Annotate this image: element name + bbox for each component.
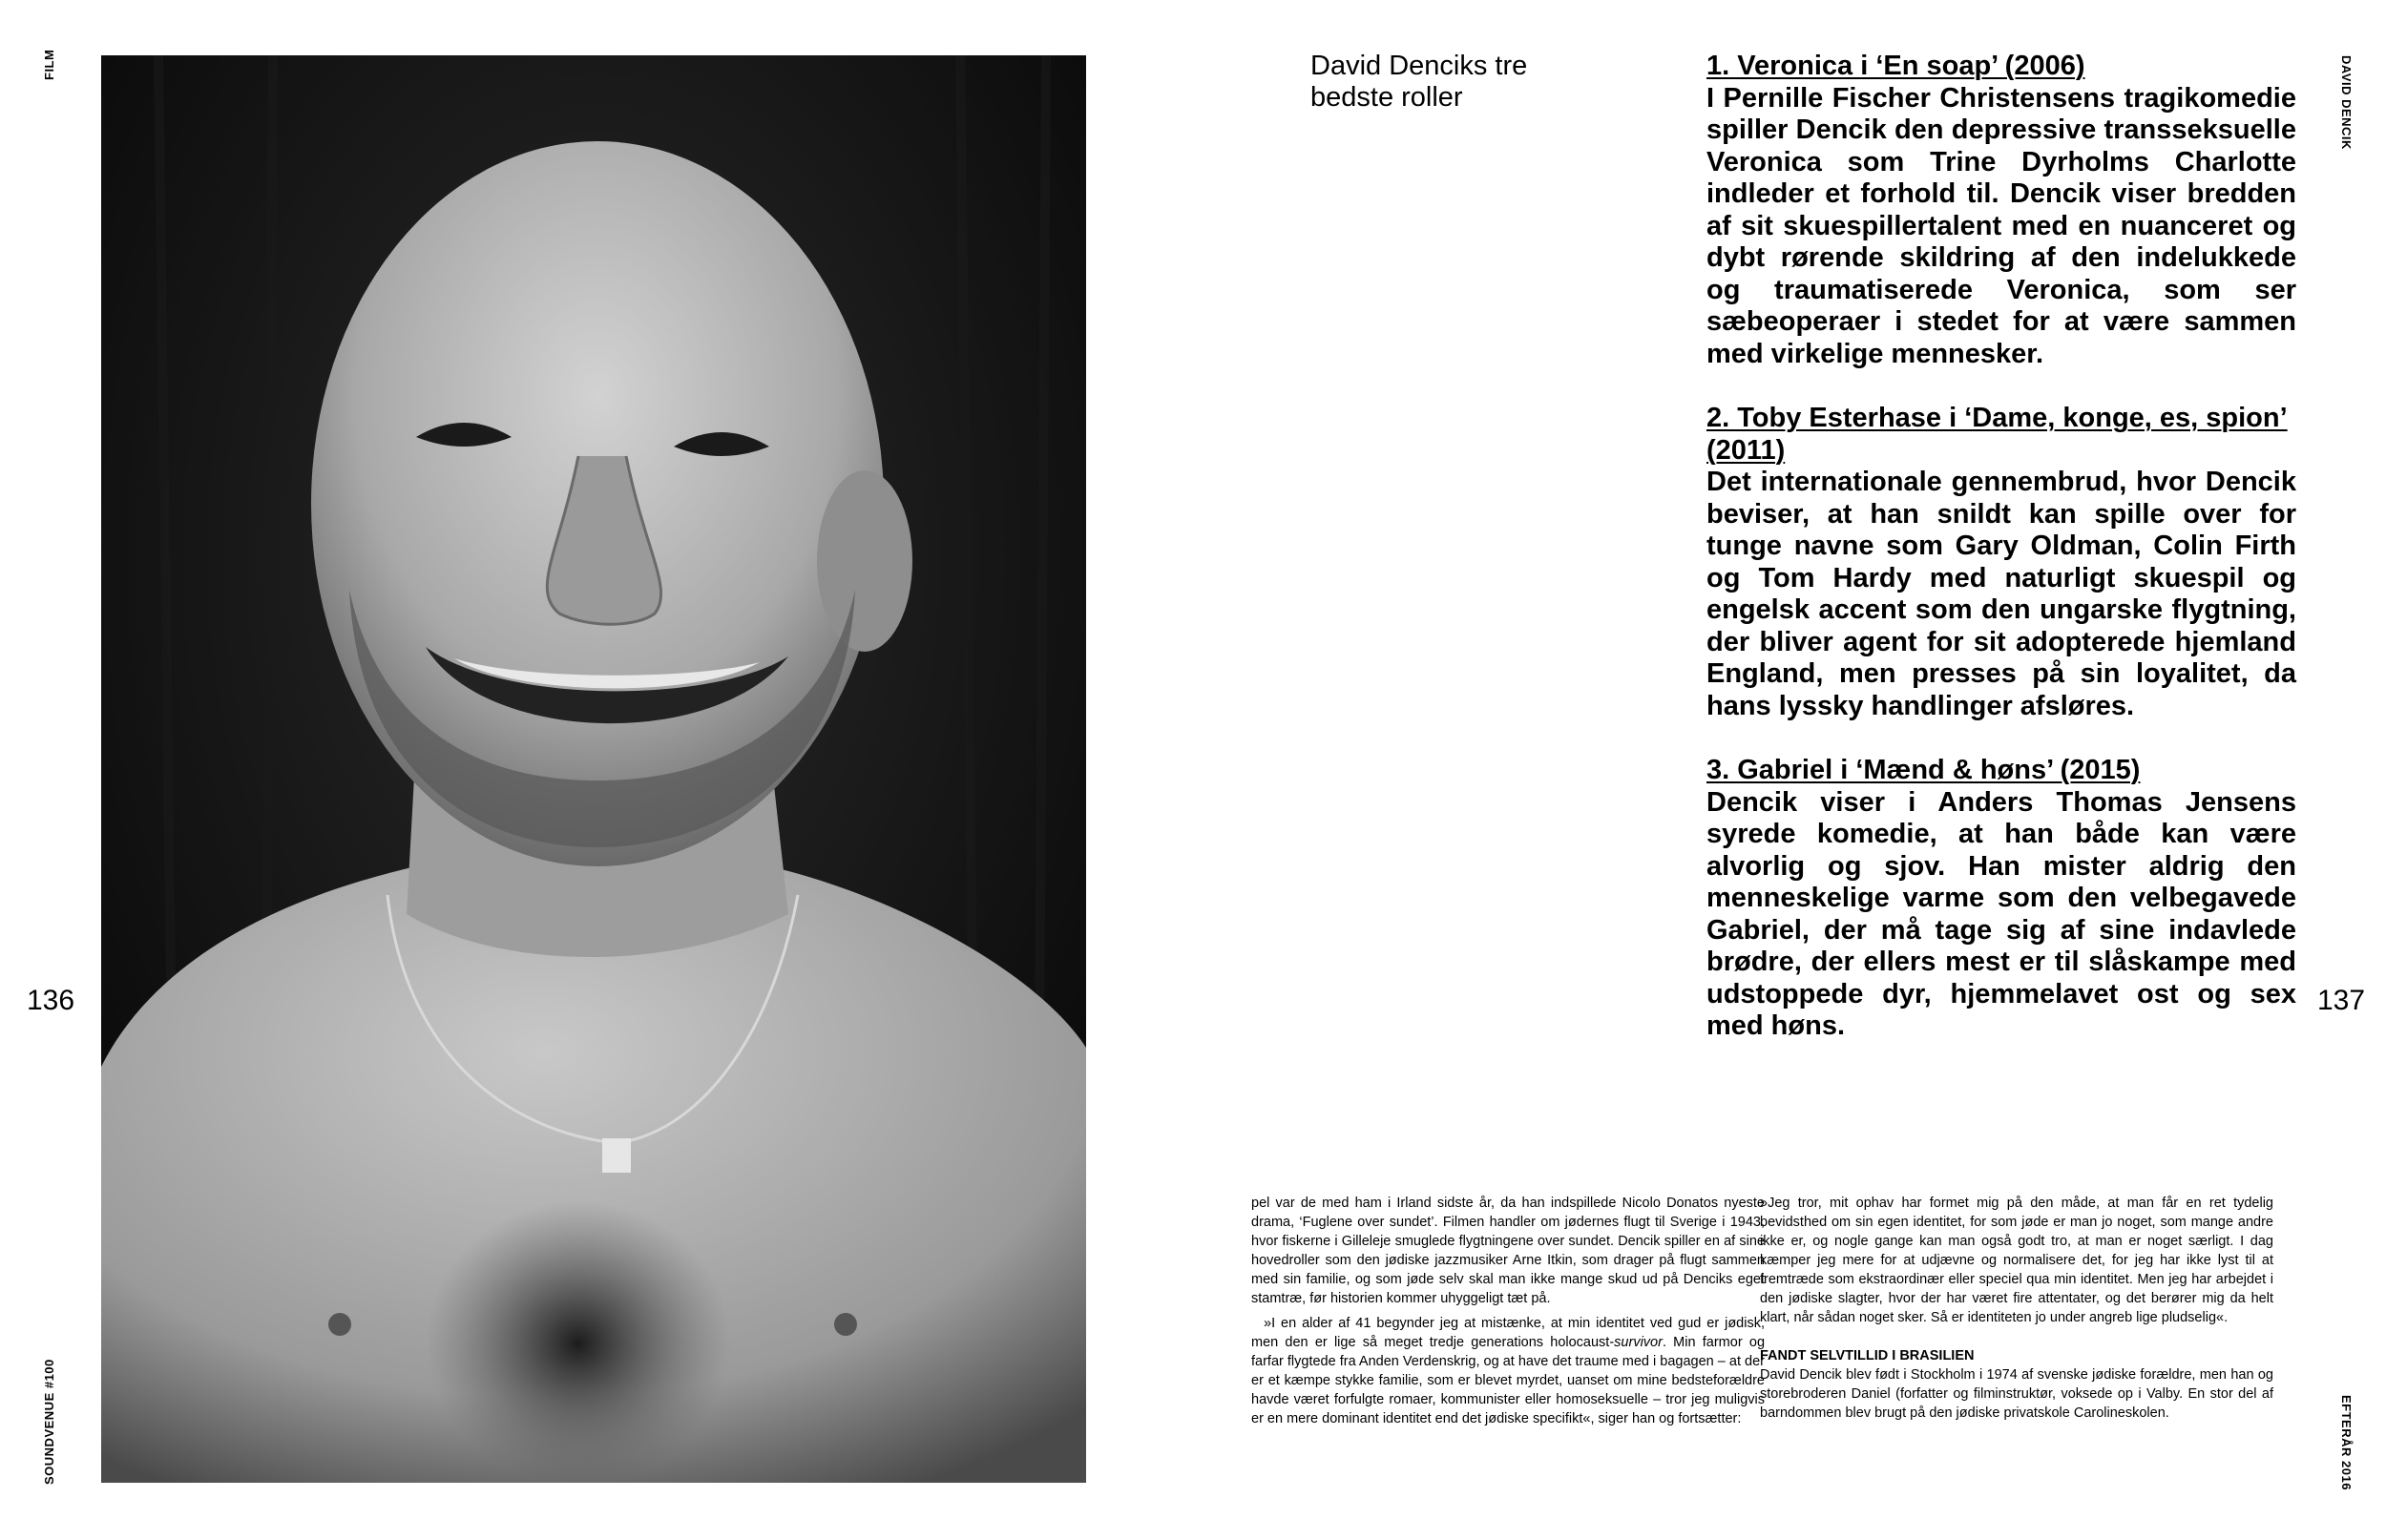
role-description: I Pernille Fischer Christensens tragikomedie spiller Dencik den depressive transseksuelle Veronica som Trine Dyrholms Charlotte indleder et forhold til. Dencik viser bredden af sit skuespillertalent med en nuanceret og dybt rørende skildring af den indelukkede og traumatiserede Veronica, som ser sæbeoperaer i stedet for at være sammen med virkelige mennesker. bbox=[1706, 82, 2296, 369]
body-paragraph: »Jeg tror, mit ophav har formet mig på den måde, at man får en ret tydelig bevidsthed om sin egen identitet, for som jøde er man jo noget, som mange andre ikke er, og nogle gange kan man også godt tro, at man er noget særligt. I dag kæmper jeg mere for at udjævne og normalisere det, for jeg har ikke lyst til at fremtræde som ekstraordinær eller speciel qua min identitet. Men jeg har arbejdet i den jødiske slagter, hvor der har været fire attentater, og det berører mig da helt klart, når sådan noget sker. Så er identiteten jo under angreb lige pludselig«. bbox=[1760, 1196, 2273, 1325]
role-title: 1. Veronica i ‘En soap’ (2006) bbox=[1706, 51, 2085, 81]
body-paragraph: pel var de med ham i Irland sidste år, da han indspillede Nicolo Donatos nyeste drama, ‘Fuglene over sundet’. Filmen handler om jødernes flugt til Sverige i 1943, hvor fiskerne i Gilleleje smuglede flygtningene over sundet. Dencik spiller en af sine hovedroller som den jødiske jazzmusiker Arne Itkin, som drager på flugt sammen med sin familie, og som jøde selv skal man ikke mange skud ud på Denciks eget stamtræ, før historien kommer uhyggeligt tæt på. bbox=[1251, 1196, 1765, 1306]
body-column-2 bbox=[1760, 1194, 2273, 1423]
body-paragraph: David Dencik blev født i Stockholm i 1974 af svenske jødiske forældre, men han og storebroderen Daniel (forfatter og filminstruktør, voksede op i Valby. En stor del af barndommen blev brugt på den jødiske privatskole Carolineskolen. bbox=[1760, 1367, 2273, 1421]
body-paragraph bbox=[1251, 1314, 1765, 1428]
page-number-right: 137 bbox=[2317, 985, 2366, 1016]
body-text-italic: survivor bbox=[1614, 1335, 1663, 1350]
magazine-issue-label: SOUNDVENUE #100 bbox=[42, 1359, 56, 1485]
role-title: 2. Toby Esterhase i ‘Dame, konge, es, spion’ (2011) bbox=[1706, 403, 2288, 466]
running-head-subject: DAVID DENCIK bbox=[2339, 55, 2354, 150]
section-label: FILM bbox=[42, 49, 56, 80]
portrait-illustration bbox=[101, 55, 1086, 1483]
body-text: »I en alder af 41 begynder jeg at mistænke, at min identitet ved gud er jødisk, men den er lige så meget tredje generations holocaust- bbox=[1251, 1316, 1765, 1350]
role-description: Dencik viser i Anders Thomas Jensens syrede komedie, at han både kan være alvorlig og sjov. Han mister aldrig den menneskelige varme som den velbegavede Gabriel, der må tage sig af sine indavlede brødre, der ellers mest er til slåskampe med udstoppede dyr, hjemmelavet ost og sex med høns. bbox=[1706, 786, 2296, 1041]
role-item bbox=[1706, 51, 2296, 370]
body-column-1 bbox=[1251, 1194, 1765, 1428]
role-item bbox=[1706, 403, 2296, 722]
role-item bbox=[1706, 755, 2296, 1043]
sidebar-title: David Denciks tre bedste roller bbox=[1310, 51, 1528, 113]
roles-list bbox=[1706, 51, 2296, 1075]
body-text: . Min farmor og farfar flygtede fra Anden Verdenskrig, og at have det traume med i bagagen – at der er et kæmpe stykke familie, som er blevet myrdet, uanset om mine bedsteforældre havde været forfulgte romaer, kommunister eller homoseksuelle – tror jeg muligvis er en mere dominant identitet end det jødiske specifikt«, siger han og fortsætter: bbox=[1251, 1335, 1766, 1426]
issue-season-label: EFTERÅR 2016 bbox=[2339, 1395, 2354, 1490]
portrait-photo bbox=[101, 55, 1086, 1483]
role-title: 3. Gabriel i ‘Mænd & høns’ (2015) bbox=[1706, 755, 2141, 785]
page-number-left: 136 bbox=[27, 985, 75, 1016]
role-description: Det internationale gennembrud, hvor Dencik beviser, at han snildt kan spille over for tunge navne som Gary Oldman, Colin Firth og Tom Hardy med naturligt skuespil og engelsk accent som den ungarske flygtning, der bliver agent for sit adopterede hjemland England, men presses på sin loyalitet, da hans lyssky handlinger afsløres. bbox=[1706, 467, 2296, 721]
section-subheading: FANDT SELVTILLID I BRASILIEN bbox=[1760, 1348, 1975, 1363]
